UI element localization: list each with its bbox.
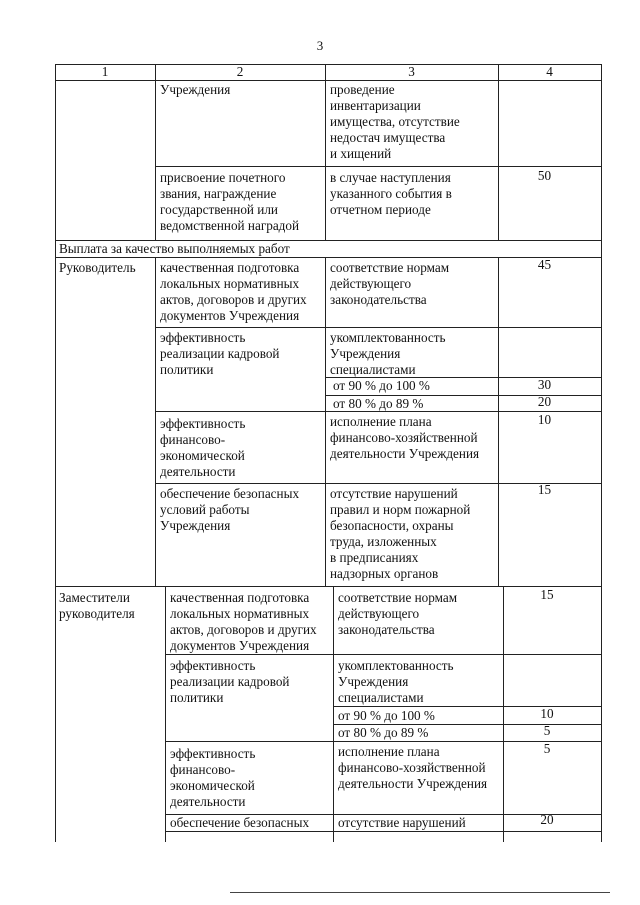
- value-cell: 15: [537, 482, 552, 497]
- column-header: 4: [546, 64, 553, 79]
- position-cell: Заместители руководителя: [59, 590, 135, 621]
- condition-cell: в случае наступления указанного события в отчетном периоде: [330, 170, 452, 217]
- condition-cell: от 80 % до 89 %: [338, 725, 429, 740]
- criterion-cell: обеспечение безопасных условий работы Учреждения: [160, 486, 300, 533]
- value-cell: 5: [543, 741, 551, 756]
- criterion-cell: эффективность реализации кадровой политики: [160, 330, 280, 377]
- rule: [325, 257, 326, 587]
- rule: [165, 586, 166, 842]
- rule: [498, 64, 499, 241]
- rule: [155, 257, 156, 587]
- rule: [333, 586, 334, 842]
- rule: [55, 80, 601, 81]
- value-cell: 20: [537, 394, 552, 409]
- condition-cell: исполнение плана финансово-хозяйственной деятельности Учреждения: [338, 744, 488, 791]
- criterion-cell: эффективность финансово- экономической деятельности: [160, 416, 246, 479]
- value-cell: 10: [537, 412, 552, 427]
- value-cell: 45: [537, 257, 552, 272]
- condition-cell: проведение инвентаризации имущества, отсутствие недостач имущества и хищений: [330, 82, 460, 161]
- condition-cell: соответствие нормам действующего законодательства: [330, 260, 450, 307]
- value-cell: 15: [540, 587, 554, 602]
- page-bottom-rule: [230, 892, 610, 893]
- page-number: 3: [316, 38, 324, 53]
- rule: [155, 166, 601, 167]
- rule: [325, 64, 326, 241]
- criterion-cell: обеспечение безопасных: [170, 815, 310, 830]
- column-header: 2: [236, 64, 244, 79]
- condition-cell: отсутствие нарушений правил и норм пожарной безопасности, охраны труда, изложенных в предписаниях надзорных органов: [330, 486, 471, 581]
- position-cell: Руководитель: [59, 260, 136, 275]
- condition-cell: от 90 % до 100 %: [333, 378, 430, 393]
- rule: [55, 64, 56, 842]
- rule: [601, 64, 602, 842]
- value-cell: 5: [543, 723, 551, 738]
- rule: [165, 831, 601, 832]
- criterion-cell: качественная подготовка локальных нормативных актов, договоров и других документов Учреждения: [170, 590, 317, 653]
- rule: [155, 64, 156, 241]
- condition-cell: соответствие нормам действующего законодательства: [338, 590, 458, 637]
- value-cell: 30: [537, 377, 552, 392]
- condition-cell: отсутствие нарушений: [338, 815, 466, 830]
- column-header: 1: [101, 64, 109, 79]
- condition-cell: укомплектованность Учреждения специалистами: [330, 330, 446, 377]
- criterion-cell: эффективность финансово- экономической деятельности: [170, 746, 256, 809]
- column-header: 3: [408, 64, 415, 79]
- rule: [155, 327, 601, 328]
- criterion-cell: качественная подготовка локальных нормативных актов, договоров и других документов Учреждения: [160, 260, 307, 323]
- rule: [165, 654, 601, 655]
- section-title: Выплата за качество выполняемых работ: [59, 241, 290, 256]
- condition-cell: от 90 % до 100 %: [338, 708, 435, 723]
- value-cell: 50: [537, 168, 552, 183]
- condition-cell: от 80 % до 89 %: [333, 396, 424, 411]
- value-cell: 10: [540, 706, 554, 721]
- condition-cell: укомплектованность Учреждения специалистами: [338, 658, 454, 705]
- criterion-cell: Учреждения: [160, 82, 231, 97]
- value-cell: 20: [540, 812, 554, 827]
- criterion-cell: эффективность реализации кадровой политики: [170, 658, 290, 705]
- criterion-cell: присвоение почетного звания, награждение государственной или ведомственной наградой: [160, 170, 300, 233]
- condition-cell: исполнение плана финансово-хозяйственной деятельности Учреждения: [330, 414, 480, 461]
